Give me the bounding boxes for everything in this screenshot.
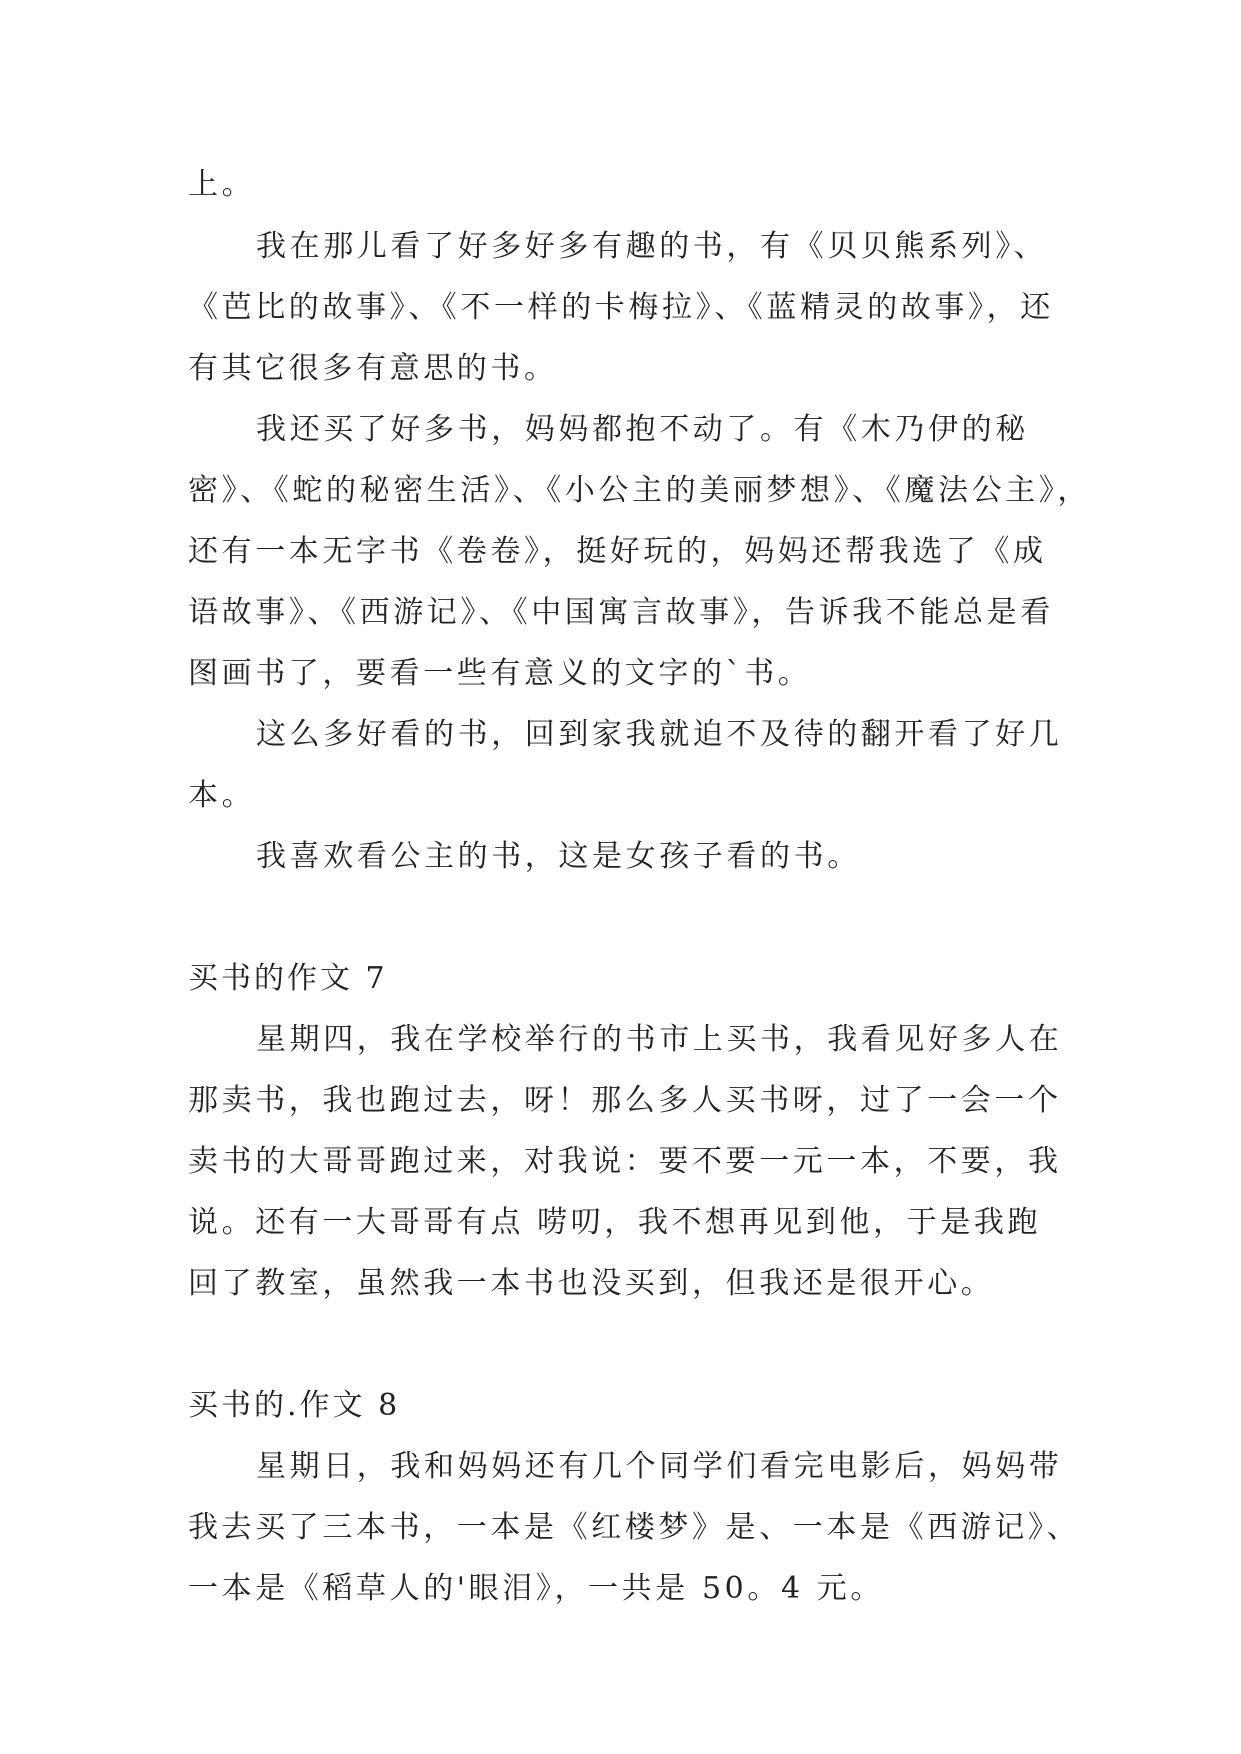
paragraph-first-line: 我还买了好多书，妈妈都抱不动了。有《木乃伊的秘 (256, 412, 1029, 447)
text-line: 语故事》、《西游记》、《中国寓言故事》，告诉我不能总是看 (188, 595, 1054, 630)
section-heading: 买书的作文 7 (188, 961, 388, 996)
text-line: 密》、《蛇的秘密生活》、《小公主的美丽梦想》、《魔法公主》， (188, 473, 1091, 508)
text-line: 卖书的大哥哥跑过来，对我说：要不要一元一本，不要，我 (188, 1144, 1062, 1179)
text-line: 本。 (188, 778, 256, 813)
paragraph-first-line: 星期日，我和妈妈还有几个同学们看完电影后，妈妈带 (256, 1449, 1063, 1484)
text-line: 说。还有一大哥哥有点 唠叨，我不想再见到他，于是我跑 (188, 1205, 1042, 1240)
text-line: 我去买了三本书，一本是《红楼梦》是、一本是《西游记》、 (188, 1510, 1081, 1545)
paragraph-first-line: 这么多好看的书，回到家我就迫不及待的翻开看了好几 (256, 717, 1063, 752)
text-line: 《芭比的故事》、《不一样的卡梅拉》、《蓝精灵的故事》，还 (188, 290, 1054, 325)
text-line: 图画书了，要看一些有意义的文字的`书。 (188, 656, 812, 691)
text-line: 回了教室，虽然我一本书也没买到，但我还是很开心。 (188, 1266, 995, 1301)
paragraph-first-line: 我喜欢看公主的书，这是女孩子看的书。 (256, 839, 861, 874)
text-line: 还有一本无字书《卷卷》，挺好玩的，妈妈还帮我选了《成 (188, 534, 1047, 569)
paragraph-first-line: 星期四，我在学校举行的书市上买书，我看见好多人在 (256, 1022, 1063, 1057)
text-line: 有其它很多有意思的书。 (188, 351, 558, 386)
text-line: 一本是《稻草人的'眼泪》，一共是 50。4 元。 (188, 1571, 884, 1606)
section-heading: 买书的.作文 8 (188, 1388, 401, 1423)
paragraph-first-line: 我在那儿看了好多好多有趣的书，有《贝贝熊系列》、 (256, 229, 1048, 264)
text-line: 那卖书，我也跑过去，呀！那么多人买书呀，过了一会一个 (188, 1083, 1062, 1118)
text-line: 上。 (188, 167, 256, 202)
